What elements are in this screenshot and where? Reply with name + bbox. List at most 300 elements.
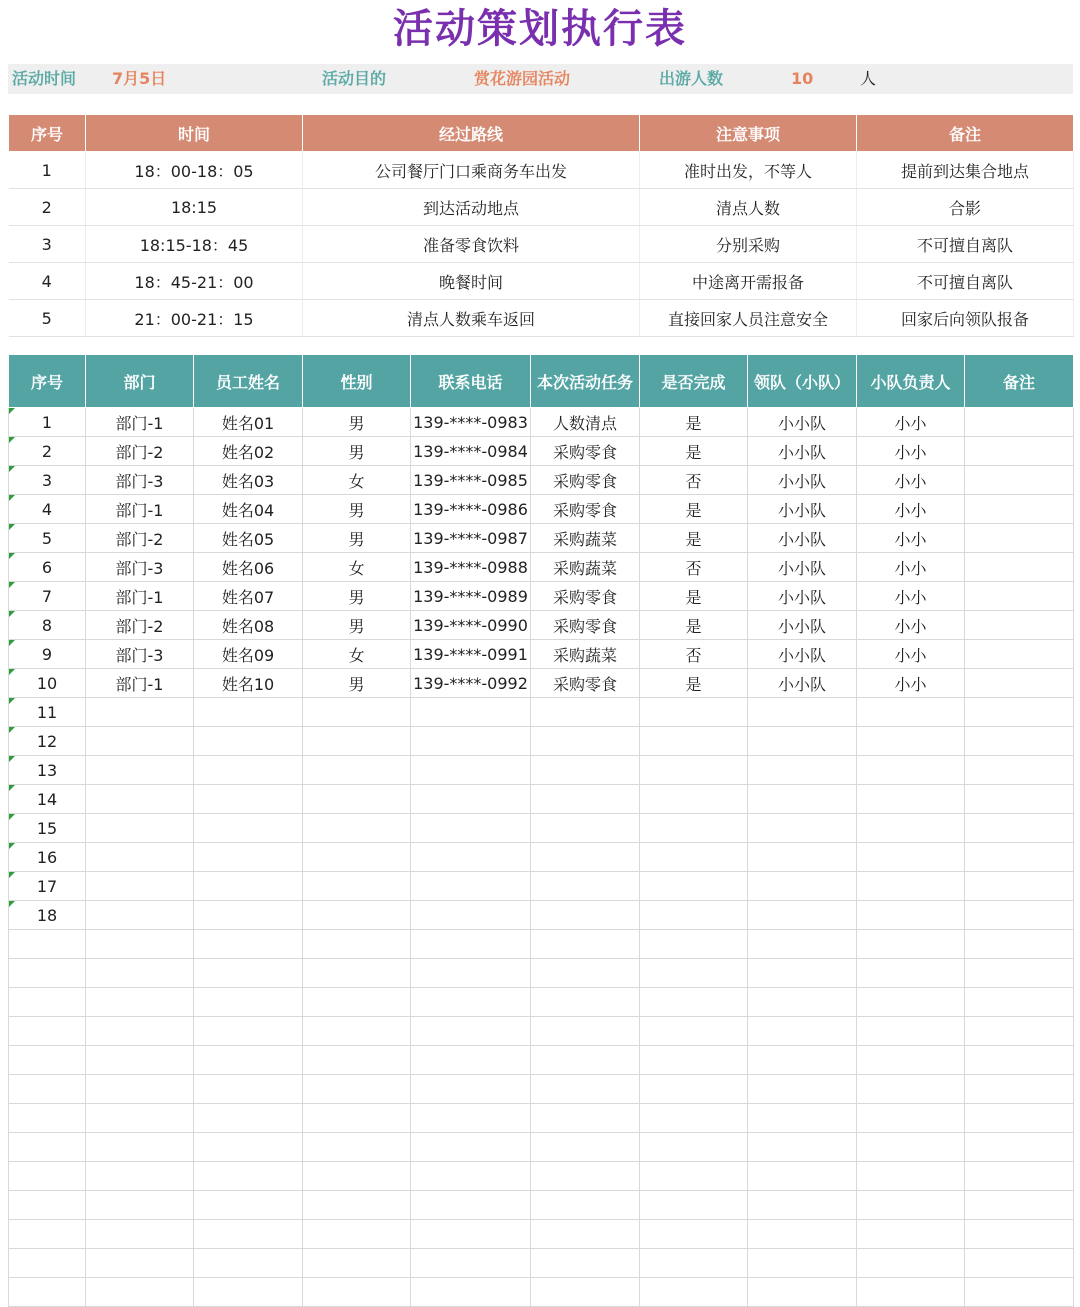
staff-cell[interactable] (9, 1191, 86, 1220)
staff-cell[interactable] (303, 959, 411, 988)
staff-cell[interactable] (86, 1278, 194, 1307)
staff-cell[interactable] (965, 1104, 1074, 1133)
staff-header-cell[interactable]: 联系电话 (411, 355, 531, 408)
schedule-header-cell[interactable]: 备注 (857, 115, 1074, 152)
staff-cell[interactable] (411, 814, 531, 843)
staff-cell[interactable]: 5 (9, 524, 86, 553)
staff-cell[interactable] (194, 1075, 303, 1104)
staff-cell[interactable] (86, 1017, 194, 1046)
staff-cell[interactable] (194, 1046, 303, 1075)
staff-cell[interactable] (857, 1133, 965, 1162)
schedule-cell[interactable]: 3 (9, 226, 86, 263)
staff-cell[interactable] (965, 524, 1074, 553)
staff-cell[interactable]: 小小 (857, 437, 965, 466)
staff-cell[interactable] (411, 1191, 531, 1220)
staff-cell[interactable] (194, 1162, 303, 1191)
staff-cell[interactable] (965, 901, 1074, 930)
staff-cell[interactable]: 139-****-0989 (411, 582, 531, 611)
staff-cell[interactable] (748, 1133, 857, 1162)
staff-cell[interactable] (9, 1075, 86, 1104)
staff-cell[interactable]: 小小 (857, 524, 965, 553)
schedule-cell[interactable]: 清点人数乘车返回 (303, 300, 640, 337)
staff-cell[interactable] (303, 785, 411, 814)
staff-cell[interactable]: 是 (640, 611, 748, 640)
staff-cell[interactable] (748, 988, 857, 1017)
staff-cell[interactable] (748, 1220, 857, 1249)
staff-cell[interactable] (857, 727, 965, 756)
staff-cell[interactable]: 部门-2 (86, 524, 194, 553)
schedule-cell[interactable]: 5 (9, 300, 86, 337)
staff-cell[interactable] (194, 901, 303, 930)
staff-cell[interactable] (303, 901, 411, 930)
staff-cell[interactable] (411, 1075, 531, 1104)
staff-cell[interactable]: 小小 (857, 582, 965, 611)
staff-cell[interactable]: 小小队 (748, 582, 857, 611)
staff-cell[interactable] (194, 698, 303, 727)
staff-cell[interactable] (640, 814, 748, 843)
staff-cell[interactable]: 11 (9, 698, 86, 727)
staff-cell[interactable] (194, 872, 303, 901)
staff-cell[interactable] (965, 698, 1074, 727)
staff-cell[interactable] (748, 872, 857, 901)
staff-cell[interactable]: 部门-3 (86, 466, 194, 495)
staff-cell[interactable]: 10 (9, 669, 86, 698)
staff-header-cell[interactable]: 领队（小队） (748, 355, 857, 408)
staff-cell[interactable]: 否 (640, 466, 748, 495)
staff-cell[interactable]: 小小队 (748, 524, 857, 553)
staff-cell[interactable] (965, 640, 1074, 669)
staff-cell[interactable] (640, 872, 748, 901)
staff-cell[interactable] (531, 814, 640, 843)
staff-cell[interactable] (857, 1162, 965, 1191)
staff-cell[interactable]: 是 (640, 408, 748, 437)
schedule-cell[interactable]: 合影 (857, 189, 1074, 226)
staff-cell[interactable]: 9 (9, 640, 86, 669)
staff-cell[interactable] (640, 1017, 748, 1046)
staff-cell[interactable] (411, 1249, 531, 1278)
staff-cell[interactable]: 小小 (857, 553, 965, 582)
staff-cell[interactable] (194, 959, 303, 988)
staff-cell[interactable] (194, 1104, 303, 1133)
staff-cell[interactable] (857, 872, 965, 901)
staff-cell[interactable] (194, 785, 303, 814)
staff-cell[interactable] (531, 930, 640, 959)
staff-cell[interactable]: 18 (9, 901, 86, 930)
staff-cell[interactable] (748, 1191, 857, 1220)
staff-cell[interactable] (194, 1017, 303, 1046)
staff-cell[interactable]: 139-****-0991 (411, 640, 531, 669)
staff-cell[interactable] (965, 582, 1074, 611)
staff-cell[interactable]: 小小队 (748, 495, 857, 524)
staff-cell[interactable] (748, 1162, 857, 1191)
staff-cell[interactable] (857, 1075, 965, 1104)
staff-cell[interactable] (303, 1278, 411, 1307)
staff-cell[interactable]: 小小队 (748, 553, 857, 582)
staff-cell[interactable] (748, 1046, 857, 1075)
staff-cell[interactable]: 否 (640, 640, 748, 669)
staff-cell[interactable] (86, 988, 194, 1017)
staff-cell[interactable] (857, 1249, 965, 1278)
staff-cell[interactable] (748, 785, 857, 814)
staff-cell[interactable] (303, 988, 411, 1017)
staff-cell[interactable] (640, 698, 748, 727)
staff-cell[interactable] (411, 1278, 531, 1307)
staff-cell[interactable] (303, 1191, 411, 1220)
staff-cell[interactable]: 男 (303, 611, 411, 640)
staff-cell[interactable] (531, 1220, 640, 1249)
staff-cell[interactable]: 否 (640, 553, 748, 582)
staff-cell[interactable] (857, 988, 965, 1017)
staff-cell[interactable] (640, 843, 748, 872)
staff-cell[interactable] (531, 1017, 640, 1046)
staff-cell[interactable]: 7 (9, 582, 86, 611)
staff-cell[interactable] (531, 756, 640, 785)
staff-cell[interactable] (640, 930, 748, 959)
staff-cell[interactable]: 是 (640, 437, 748, 466)
staff-cell[interactable]: 部门-1 (86, 669, 194, 698)
staff-header-cell[interactable]: 员工姓名 (194, 355, 303, 408)
staff-cell[interactable] (86, 930, 194, 959)
staff-cell[interactable]: 是 (640, 524, 748, 553)
staff-cell[interactable] (531, 1104, 640, 1133)
staff-cell[interactable]: 4 (9, 495, 86, 524)
staff-cell[interactable] (194, 1191, 303, 1220)
staff-cell[interactable] (965, 408, 1074, 437)
staff-header-cell[interactable]: 是否完成 (640, 355, 748, 408)
staff-cell[interactable] (857, 1046, 965, 1075)
staff-cell[interactable]: 姓名09 (194, 640, 303, 669)
staff-cell[interactable]: 小小队 (748, 640, 857, 669)
staff-cell[interactable] (965, 727, 1074, 756)
staff-cell[interactable] (857, 901, 965, 930)
schedule-cell[interactable]: 4 (9, 263, 86, 300)
staff-cell[interactable] (857, 1017, 965, 1046)
staff-cell[interactable] (640, 1046, 748, 1075)
staff-header-cell[interactable]: 部门 (86, 355, 194, 408)
schedule-cell[interactable]: 准备零食饮料 (303, 226, 640, 263)
staff-cell[interactable] (9, 1133, 86, 1162)
staff-cell[interactable]: 小小 (857, 466, 965, 495)
schedule-header-cell[interactable]: 注意事项 (640, 115, 857, 152)
staff-cell[interactable] (86, 756, 194, 785)
staff-cell[interactable] (9, 1017, 86, 1046)
staff-cell[interactable] (194, 988, 303, 1017)
staff-cell[interactable] (640, 1133, 748, 1162)
schedule-header-cell[interactable]: 经过路线 (303, 115, 640, 152)
staff-cell[interactable] (303, 756, 411, 785)
staff-cell[interactable] (857, 756, 965, 785)
staff-cell[interactable] (411, 988, 531, 1017)
staff-cell[interactable] (965, 1046, 1074, 1075)
schedule-cell[interactable]: 18：45-21：00 (86, 263, 303, 300)
staff-cell[interactable] (194, 1249, 303, 1278)
staff-cell[interactable] (411, 930, 531, 959)
staff-cell[interactable] (965, 495, 1074, 524)
staff-cell[interactable] (965, 1278, 1074, 1307)
schedule-cell[interactable]: 到达活动地点 (303, 189, 640, 226)
staff-cell[interactable]: 男 (303, 524, 411, 553)
staff-cell[interactable]: 部门-3 (86, 553, 194, 582)
activity-time-value[interactable]: 7月5日 (112, 69, 167, 88)
staff-cell[interactable]: 小小 (857, 408, 965, 437)
staff-cell[interactable] (411, 785, 531, 814)
staff-cell[interactable] (531, 785, 640, 814)
staff-cell[interactable] (303, 1046, 411, 1075)
staff-cell[interactable] (857, 1104, 965, 1133)
staff-cell[interactable] (965, 988, 1074, 1017)
schedule-cell[interactable]: 中途离开需报备 (640, 263, 857, 300)
staff-cell[interactable] (531, 1133, 640, 1162)
schedule-cell[interactable]: 提前到达集合地点 (857, 152, 1074, 189)
schedule-cell[interactable]: 晚餐时间 (303, 263, 640, 300)
staff-cell[interactable] (640, 1075, 748, 1104)
staff-cell[interactable] (411, 901, 531, 930)
staff-cell[interactable] (9, 1104, 86, 1133)
staff-cell[interactable] (965, 1075, 1074, 1104)
staff-cell[interactable] (411, 1046, 531, 1075)
staff-cell[interactable] (857, 843, 965, 872)
staff-cell[interactable] (857, 1220, 965, 1249)
staff-cell[interactable] (531, 872, 640, 901)
staff-cell[interactable]: 采购零食 (531, 669, 640, 698)
staff-cell[interactable]: 采购零食 (531, 495, 640, 524)
staff-cell[interactable] (86, 1249, 194, 1278)
staff-cell[interactable] (748, 756, 857, 785)
staff-cell[interactable] (748, 959, 857, 988)
staff-cell[interactable] (965, 872, 1074, 901)
staff-cell[interactable]: 姓名07 (194, 582, 303, 611)
staff-cell[interactable]: 6 (9, 553, 86, 582)
staff-cell[interactable] (194, 1133, 303, 1162)
schedule-cell[interactable]: 不可擅自离队 (857, 263, 1074, 300)
schedule-cell[interactable]: 21：00-21：15 (86, 300, 303, 337)
schedule-cell[interactable]: 18：00-18：05 (86, 152, 303, 189)
staff-cell[interactable] (9, 930, 86, 959)
staff-cell[interactable]: 139-****-0988 (411, 553, 531, 582)
staff-cell[interactable]: 是 (640, 495, 748, 524)
staff-header-cell[interactable]: 本次活动任务 (531, 355, 640, 408)
staff-cell[interactable]: 139-****-0985 (411, 466, 531, 495)
staff-cell[interactable]: 采购零食 (531, 466, 640, 495)
staff-cell[interactable]: 12 (9, 727, 86, 756)
staff-cell[interactable] (531, 843, 640, 872)
staff-cell[interactable] (965, 1162, 1074, 1191)
staff-cell[interactable] (748, 930, 857, 959)
staff-cell[interactable] (748, 814, 857, 843)
staff-cell[interactable]: 小小队 (748, 466, 857, 495)
staff-cell[interactable] (965, 669, 1074, 698)
staff-cell[interactable] (411, 1133, 531, 1162)
staff-cell[interactable]: 人数清点 (531, 408, 640, 437)
staff-cell[interactable] (965, 785, 1074, 814)
staff-cell[interactable] (640, 756, 748, 785)
schedule-cell[interactable]: 分别采购 (640, 226, 857, 263)
staff-cell[interactable] (748, 1249, 857, 1278)
staff-cell[interactable] (857, 1278, 965, 1307)
staff-cell[interactable]: 139-****-0987 (411, 524, 531, 553)
staff-cell[interactable] (531, 988, 640, 1017)
staff-cell[interactable] (86, 1104, 194, 1133)
staff-cell[interactable] (965, 1191, 1074, 1220)
staff-cell[interactable] (965, 814, 1074, 843)
staff-cell[interactable]: 采购零食 (531, 582, 640, 611)
staff-cell[interactable] (531, 1278, 640, 1307)
staff-cell[interactable] (411, 959, 531, 988)
staff-cell[interactable] (531, 1191, 640, 1220)
staff-cell[interactable] (194, 1220, 303, 1249)
staff-cell[interactable] (411, 843, 531, 872)
staff-cell[interactable]: 男 (303, 408, 411, 437)
staff-cell[interactable] (411, 727, 531, 756)
staff-cell[interactable] (86, 698, 194, 727)
staff-cell[interactable] (194, 930, 303, 959)
staff-cell[interactable]: 17 (9, 872, 86, 901)
staff-cell[interactable] (748, 1075, 857, 1104)
staff-cell[interactable] (86, 1191, 194, 1220)
staff-cell[interactable] (857, 959, 965, 988)
staff-cell[interactable] (86, 1046, 194, 1075)
staff-cell[interactable] (857, 698, 965, 727)
staff-cell[interactable] (640, 1249, 748, 1278)
staff-cell[interactable] (748, 1017, 857, 1046)
staff-cell[interactable] (965, 1249, 1074, 1278)
staff-cell[interactable]: 小小 (857, 611, 965, 640)
staff-cell[interactable]: 16 (9, 843, 86, 872)
staff-cell[interactable] (411, 1104, 531, 1133)
staff-cell[interactable] (86, 814, 194, 843)
staff-cell[interactable] (531, 901, 640, 930)
staff-cell[interactable] (303, 1104, 411, 1133)
staff-cell[interactable] (303, 1220, 411, 1249)
staff-cell[interactable]: 部门-1 (86, 582, 194, 611)
staff-cell[interactable] (965, 466, 1074, 495)
staff-header-cell[interactable]: 性别 (303, 355, 411, 408)
schedule-cell[interactable]: 直接回家人员注意安全 (640, 300, 857, 337)
staff-cell[interactable] (965, 1017, 1074, 1046)
staff-cell[interactable] (303, 843, 411, 872)
schedule-cell[interactable]: 18:15 (86, 189, 303, 226)
staff-cell[interactable] (303, 872, 411, 901)
staff-cell[interactable] (531, 1162, 640, 1191)
staff-cell[interactable] (9, 1278, 86, 1307)
staff-cell[interactable]: 139-****-0990 (411, 611, 531, 640)
staff-cell[interactable] (531, 1046, 640, 1075)
staff-cell[interactable]: 男 (303, 495, 411, 524)
staff-cell[interactable]: 8 (9, 611, 86, 640)
staff-cell[interactable] (640, 1220, 748, 1249)
staff-cell[interactable]: 小小队 (748, 408, 857, 437)
staff-cell[interactable] (303, 727, 411, 756)
staff-cell[interactable]: 小小 (857, 495, 965, 524)
staff-cell[interactable] (194, 756, 303, 785)
staff-header-cell[interactable]: 序号 (9, 355, 86, 408)
staff-cell[interactable]: 女 (303, 466, 411, 495)
staff-cell[interactable]: 姓名08 (194, 611, 303, 640)
staff-cell[interactable]: 15 (9, 814, 86, 843)
staff-cell[interactable]: 部门-3 (86, 640, 194, 669)
staff-cell[interactable] (303, 1075, 411, 1104)
staff-cell[interactable]: 3 (9, 466, 86, 495)
staff-cell[interactable] (303, 1249, 411, 1278)
participant-count-value[interactable]: 10 (791, 69, 814, 88)
staff-cell[interactable]: 姓名03 (194, 466, 303, 495)
staff-cell[interactable] (9, 959, 86, 988)
staff-cell[interactable] (9, 1249, 86, 1278)
staff-cell[interactable] (303, 1133, 411, 1162)
staff-cell[interactable] (194, 727, 303, 756)
staff-cell[interactable] (86, 843, 194, 872)
staff-cell[interactable]: 是 (640, 582, 748, 611)
schedule-cell[interactable]: 公司餐厅门口乘商务车出发 (303, 152, 640, 189)
staff-cell[interactable] (640, 1104, 748, 1133)
staff-header-cell[interactable]: 备注 (965, 355, 1074, 408)
staff-cell[interactable]: 男 (303, 437, 411, 466)
staff-cell[interactable]: 部门-2 (86, 611, 194, 640)
schedule-cell[interactable]: 18:15-18：45 (86, 226, 303, 263)
staff-cell[interactable]: 小小队 (748, 669, 857, 698)
staff-cell[interactable]: 是 (640, 669, 748, 698)
staff-cell[interactable] (857, 930, 965, 959)
staff-cell[interactable]: 姓名10 (194, 669, 303, 698)
staff-cell[interactable] (411, 1220, 531, 1249)
staff-cell[interactable]: 姓名02 (194, 437, 303, 466)
staff-cell[interactable] (411, 1162, 531, 1191)
staff-cell[interactable] (86, 959, 194, 988)
staff-cell[interactable] (86, 872, 194, 901)
staff-cell[interactable]: 小小队 (748, 437, 857, 466)
staff-cell[interactable] (748, 1278, 857, 1307)
staff-cell[interactable] (857, 1191, 965, 1220)
staff-cell[interactable] (748, 698, 857, 727)
staff-cell[interactable] (965, 756, 1074, 785)
staff-cell[interactable] (411, 756, 531, 785)
staff-cell[interactable] (411, 1017, 531, 1046)
staff-cell[interactable] (303, 930, 411, 959)
staff-cell[interactable]: 小小 (857, 669, 965, 698)
schedule-header-cell[interactable]: 时间 (86, 115, 303, 152)
staff-cell[interactable]: 小小 (857, 640, 965, 669)
staff-cell[interactable]: 采购蔬菜 (531, 640, 640, 669)
staff-cell[interactable] (411, 872, 531, 901)
staff-cell[interactable] (9, 1220, 86, 1249)
staff-cell[interactable]: 姓名04 (194, 495, 303, 524)
staff-cell[interactable]: 女 (303, 553, 411, 582)
schedule-cell[interactable]: 回家后向领队报备 (857, 300, 1074, 337)
staff-cell[interactable] (965, 1133, 1074, 1162)
staff-cell[interactable]: 139-****-0986 (411, 495, 531, 524)
staff-cell[interactable] (748, 843, 857, 872)
staff-cell[interactable] (965, 959, 1074, 988)
staff-cell[interactable] (531, 727, 640, 756)
staff-cell[interactable]: 139-****-0992 (411, 669, 531, 698)
staff-cell[interactable] (303, 698, 411, 727)
staff-cell[interactable]: 姓名05 (194, 524, 303, 553)
staff-cell[interactable]: 2 (9, 437, 86, 466)
schedule-cell[interactable]: 不可擅自离队 (857, 226, 1074, 263)
staff-cell[interactable] (531, 1249, 640, 1278)
staff-cell[interactable] (640, 1162, 748, 1191)
staff-cell[interactable] (965, 843, 1074, 872)
staff-cell[interactable] (9, 1162, 86, 1191)
schedule-cell[interactable]: 清点人数 (640, 189, 857, 226)
schedule-header-cell[interactable]: 序号 (9, 115, 86, 152)
staff-cell[interactable] (86, 1220, 194, 1249)
staff-cell[interactable] (640, 901, 748, 930)
staff-cell[interactable] (748, 901, 857, 930)
staff-cell[interactable] (531, 698, 640, 727)
staff-cell[interactable] (9, 1046, 86, 1075)
staff-cell[interactable]: 14 (9, 785, 86, 814)
